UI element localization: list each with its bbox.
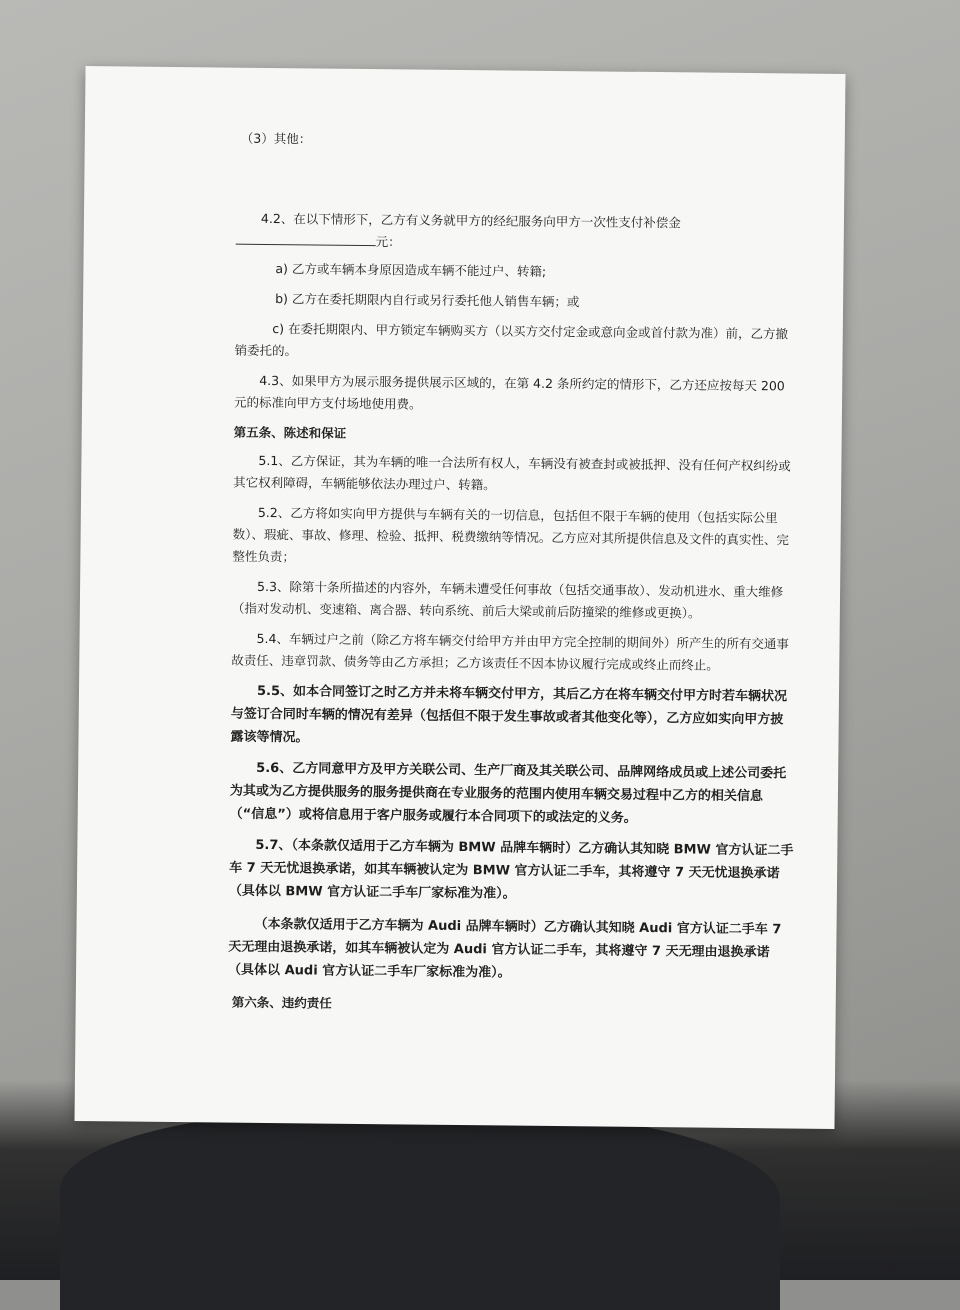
amount-blank: [236, 230, 376, 246]
clause-5-7-audi: （本条款仅适用于乙方车辆为 Audi 品牌车辆时）乙方确认其知晓 Audi 官方认证二手车 7 天无理由退换承诺，如其车辆被认定为 Audi 官方认证二手车，其将遵守 7 天无理由退换承诺（具体以 Audi 官方认证二手车厂家标准为准）。: [228, 916, 782, 981]
article-6-title: 第六条、违约责任: [231, 994, 332, 1011]
page-content: [228, 128, 802, 1020]
clause-4-2: [236, 208, 801, 258]
clause-5-7-bmw: 5.7、（本条款仅适用于乙方车辆为 BMW 品牌车辆时）乙方确认其知晓 BMW 官方认证二手车 7 天无忧退换承诺，如其车辆被认定为 BMW 官方认证二手车，其将遵守 7 天无忧退换承诺（具体以 BMW 官方认证二手车厂家标准为准）。: [228, 837, 794, 902]
clause-5-2: 5.2、乙方将如实向甲方提供与车辆有关的一切信息，包括但不限于车辆的使用（包括实际公里数）、瑕疵、事故、修理、检验、抵押、税费缴纳等情况。乙方应对其所提供信息及文件的真实性、完整性负责；: [232, 504, 789, 565]
clause-4-2-item-a: a) 乙方或车辆本身原因造成车辆不能过户、转籍;: [275, 261, 547, 279]
clause-3-other: （3）其他：: [240, 130, 312, 147]
clause-5-6: 5.6、乙方同意甲方及甲方关联公司、生产厂商及其关联公司、品牌网络成员或上述公司委托为其或为乙方提供服务的服务提供商在专业服务的范围内使用车辆交易过程中乙方的相关信息（“信息”）或将信息用于客户服务或履行本合同项下的或法定的义务。: [229, 760, 787, 826]
clause-4-3: 4.3、如果甲方为展示服务提供展示区域的，在第 4.2 条所约定的情形下，乙方还应按每天 200 元的标准向甲方支付场地使用费。: [233, 372, 785, 412]
clause-5-1: 5.1、乙方保证，其为车辆的唯一合法所有权人，车辆没有被查封或被抵押、没有任何产权纠纷或其它权利障碍，车辆能够依法办理过户、转籍。: [233, 452, 791, 493]
clause-4-2-suffix: 元：: [375, 234, 401, 250]
contract-page: [74, 66, 845, 1129]
clause-5-3: 5.3、除第十条所描述的内容外，车辆未遭受任何事故（包括交通事故）、发动机进水、重大维修（指对发动机、变速箱、离合器、转向系统、前后大梁或前后防撞梁的维修或更换）。: [231, 578, 784, 621]
clause-5-4: 5.4、车辆过户之前（除乙方将车辆交付给甲方并由甲方完全控制的期间外）所产生的所有交通事故责任、违章罚款、债务等由乙方承担；乙方该责任不因本协议履行完成或终止而终止。: [231, 630, 790, 673]
clause-5-5: 5.5、如本合同签订之时乙方并未将车辆交付甲方，其后乙方在将车辆交付甲方时若车辆状况与签订合同时车辆的情况有差异（包括但不限于发生事故或者其他变化等），乙方应如实向甲方披露该等情况。: [230, 683, 788, 746]
clause-4-2-text: 4.2、在以下情形下，乙方有义务就甲方的经纪服务向甲方一次性支付补偿金: [260, 210, 681, 231]
foreground-shadow: [60, 1110, 780, 1310]
article-5-title: 第五条、陈述和保证: [233, 424, 347, 441]
clause-4-2-item-b: b) 乙方在委托期限内自行或另行委托他人销售车辆；或: [275, 291, 580, 310]
clause-4-2-item-c: c) 在委托期限内、甲方锁定车辆购买方（以买方交付定金或意向金或首付款为准）前，乙方撤销委托的。: [234, 321, 789, 359]
